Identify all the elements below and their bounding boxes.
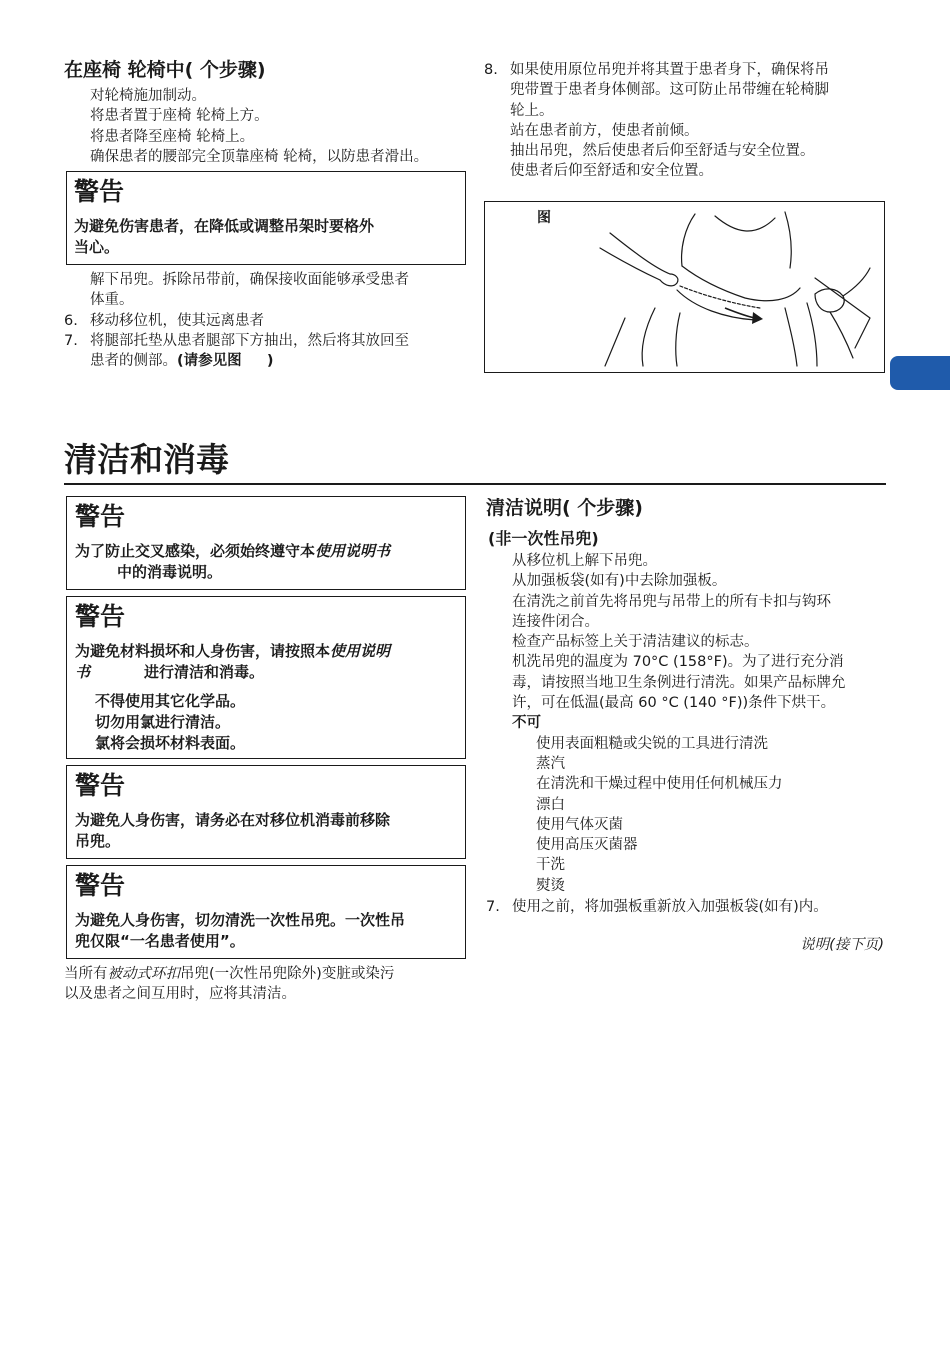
- figure-box: [484, 201, 885, 373]
- step-text: 兜带置于患者身体侧部。这可防止吊带缠在轮椅脚: [510, 82, 829, 99]
- cleaning-subheading: (非一次性吊兜): [488, 529, 599, 548]
- warning-text: 进行清洁和消毒。: [144, 663, 265, 681]
- paragraph-line: 体重。: [90, 292, 134, 309]
- list-item: 对轮椅施加制动。: [90, 88, 206, 104]
- warning-box: [66, 865, 466, 959]
- warning-bullet: 氯将会损坏材料表面。: [95, 734, 246, 752]
- warning-box: [66, 171, 466, 265]
- step-text: 移动移位机，使其远离患者: [90, 313, 264, 329]
- warning-title: 警告: [75, 602, 126, 631]
- warning-bullet: 切勿用氯进行清洁。: [95, 713, 231, 731]
- manual-name: 使用说明书: [315, 542, 391, 560]
- step-number: 6.: [64, 313, 78, 329]
- intro-text: 以及患者之间互用时，应将其清洁。: [64, 986, 296, 1003]
- step-text: 使用之前，将加强板重新放入加强板袋(如有)内。: [512, 899, 828, 915]
- warning-text: 中的消毒说明。: [117, 563, 223, 581]
- step-text: 站在患者前方，使患者前倾。: [510, 122, 699, 139]
- manual-name: 书: [75, 663, 91, 681]
- section-divider: [64, 483, 886, 485]
- patient-illustration: [585, 208, 875, 368]
- not-item: 使用表面粗糙或尖锐的工具进行清洗: [536, 735, 768, 752]
- figure-reference: (请参见图 ): [177, 353, 274, 369]
- warning-title: 警告: [75, 871, 126, 900]
- not-item: 熨烫: [536, 877, 565, 894]
- step-text: 将腿部托垫从患者腿部下方抽出，然后将其放回至: [90, 333, 409, 349]
- warning-title: 警告: [75, 502, 126, 531]
- intro-term: 被动式环扣: [107, 966, 180, 982]
- list-item: 从移位机上解下吊兜。: [512, 553, 657, 569]
- step-text: 使患者后仰至舒适和安全位置。: [510, 163, 713, 180]
- list-item: 毒，请按照当地卫生条例进行清洗。如果产品标牌允: [512, 674, 846, 691]
- warning-text: 为避免人身伤害，请务必在对移位机消毒前移除: [75, 811, 391, 829]
- warning-box: [66, 596, 466, 759]
- step-text: 抽出吊兜，然后使患者后仰至舒适与安全位置。: [510, 143, 815, 160]
- warning-text: 吊兜。: [75, 832, 121, 850]
- list-item: 连接件闭合。: [512, 613, 599, 630]
- step-text: 轮上。: [510, 102, 554, 119]
- step-number: 7.: [64, 333, 78, 349]
- warning-title: 警告: [75, 771, 126, 800]
- warning-text: 为避免材料损坏和人身伤害，请按照本: [75, 642, 331, 660]
- cleaning-steps: [512, 551, 846, 896]
- not-item: 使用高压灭菌器: [536, 837, 638, 854]
- list-item: 机洗吊兜的温度为 70°C (158°F)。为了进行充分消: [512, 654, 844, 671]
- list-item: 在清洗之前首先将吊兜与吊带上的所有卡扣与钩环: [512, 593, 831, 610]
- warning-text: 为避免伤害患者，在降低或调整吊架时要格外: [74, 217, 375, 235]
- not-item: 蒸汽: [536, 755, 565, 772]
- intro-text: 当所有: [64, 966, 108, 982]
- seat-steps-6-7: [64, 311, 474, 373]
- warning-box: [66, 496, 466, 590]
- warning-box: [66, 765, 466, 859]
- not-item: 在清洗和干燥过程中使用任何机械压力: [536, 776, 783, 793]
- seat-heading: 在座椅 轮椅中( 个步骤): [64, 59, 266, 81]
- cleaning-step-7: [486, 897, 886, 919]
- list-item: 将患者降至座椅 轮椅上。: [90, 128, 255, 145]
- warning-text: 为避免人身伤害，切勿清洗一次性吊兜。一次性吊: [75, 911, 406, 929]
- continued-note: 说明(接下页): [800, 937, 884, 953]
- manual-name: 使用说明: [330, 642, 391, 660]
- list-item: 检查产品标签上关于清洁建议的标志。: [512, 634, 759, 651]
- step-number: 8.: [484, 62, 498, 78]
- intro-paragraph: [64, 964, 394, 1005]
- cleaning-heading: 清洁说明( 个步骤): [486, 497, 643, 519]
- figure-label: 图: [537, 210, 551, 226]
- list-item: 从加强板袋(如有)中去除加强板。: [512, 573, 727, 590]
- paragraph-line: 解下吊兜。拆除吊带前，确保接收面能够承受患者: [90, 272, 409, 288]
- list-item: 将患者置于座椅 轮椅上方。: [90, 108, 269, 125]
- section-title: 清洁和消毒: [64, 440, 229, 479]
- not-label: 不可: [512, 715, 541, 732]
- list-item: 确保患者的腰部完全顶靠座椅 轮椅，以防患者滑出。: [90, 148, 429, 165]
- warning-title: 警告: [74, 177, 125, 206]
- step-8: [484, 60, 884, 186]
- step-number: 7.: [486, 899, 500, 915]
- not-item: 漂白: [536, 796, 565, 813]
- warning-bullet: 不得使用其它化学品。: [95, 692, 246, 710]
- warning-text: 为了防止交叉感染，必须始终遵守本: [75, 542, 316, 560]
- list-item: 许，可在低温(最高 60 °C (140 °F))条件下烘干。: [512, 695, 836, 712]
- seat-steps: [90, 86, 428, 167]
- not-item: 使用气体灭菌: [536, 816, 623, 833]
- not-list: [512, 734, 846, 896]
- step-text: 患者的侧部。: [90, 353, 177, 369]
- section-tab: [890, 356, 950, 390]
- not-item: 干洗: [536, 857, 565, 874]
- step-text: 如果使用原位吊兜并将其置于患者身下，确保将吊: [510, 62, 829, 78]
- warning-text: 当心。: [74, 238, 120, 256]
- step-text-continued: [90, 351, 274, 371]
- warning-text: 兜仅限“一名患者使用”。: [75, 932, 245, 950]
- after-warning-text: [90, 270, 409, 311]
- intro-text: 吊兜(一次性吊兜除外)变脏或染污: [180, 966, 395, 982]
